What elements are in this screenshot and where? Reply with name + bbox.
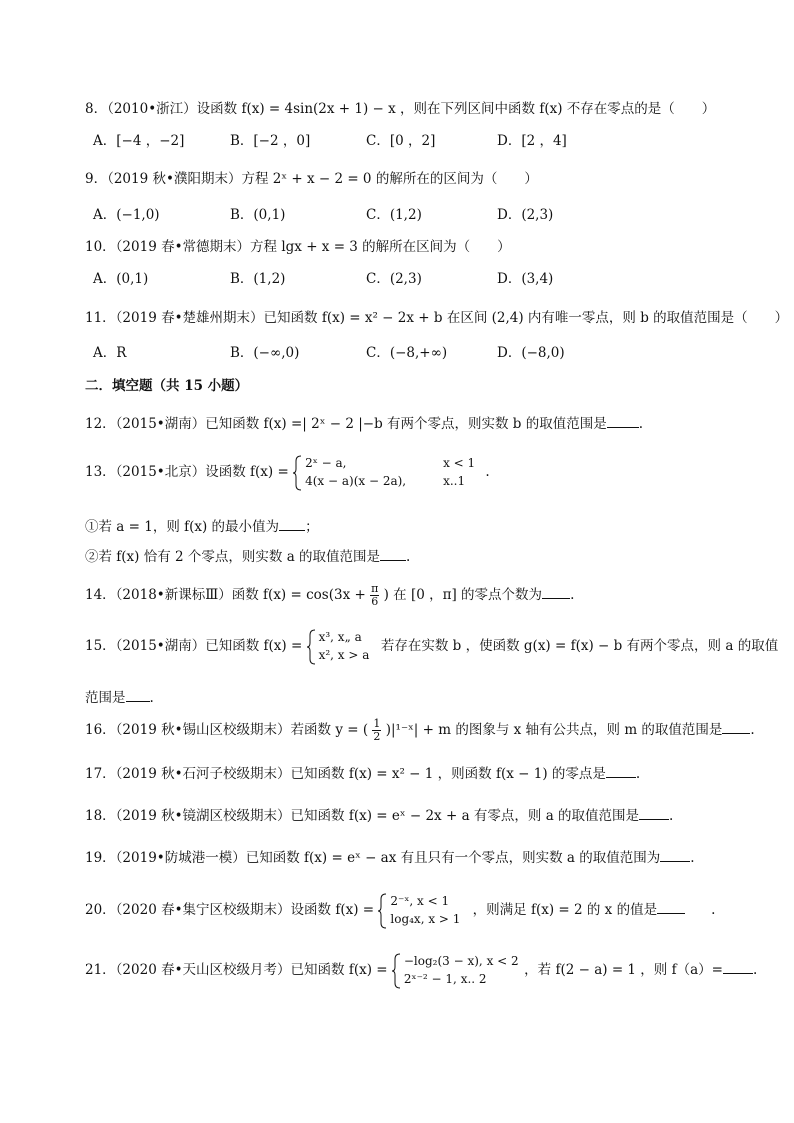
question-17-text: 17．（2019 秋•石河子校级期末）已知函数 f(x) = x² − 1 ，则函数 f(x − 1) 的零点是 — [85, 766, 606, 782]
question-8-option-d: D．[2 ，4] — [497, 133, 567, 149]
case-1-condition: x < 1 — [443, 455, 476, 470]
case-1: x³, x„ a — [318, 629, 362, 644]
piecewise-function — [392, 953, 520, 989]
period: . — [406, 549, 411, 565]
question-9-stem: 9．（2019 秋•濮阳期末）方程 2ˣ + x − 2 = 0 的解所在的区间为（ ） — [85, 171, 538, 187]
answer-blank — [126, 688, 150, 702]
piecewise-function — [293, 455, 481, 491]
question-11-option-c: C．(−8,+∞) — [366, 345, 448, 361]
fraction-pi-over-6: $\frac{\pi}{6}$ — [371, 582, 379, 608]
answer-blank — [279, 517, 305, 531]
question-9-options — [93, 206, 713, 224]
question-15-line-2-text: 范围是 — [85, 690, 126, 706]
question-20-suffix: ，则满足 f(x) = 2 的 x 的值是 — [472, 902, 658, 918]
question-21-prefix: 21．（2020 春•天山区校级月考）已知函数 f(x) = — [85, 962, 388, 978]
question-10-option-a: A．(0,1) — [93, 271, 149, 287]
section-heading-fill-in: 二．填空题（共 15 小题） — [85, 378, 249, 394]
answer-blank — [606, 764, 636, 778]
case-2-expression: 4(x − a)(x − 2a), — [305, 473, 407, 488]
answer-blank — [542, 585, 570, 599]
question-8-option-a: A．[−4 ，−2] — [93, 133, 185, 149]
question-11-option-b: B．(−∞,0) — [230, 345, 300, 361]
case-1: 2⁻ˣ, x < 1 — [390, 893, 450, 908]
question-18 — [85, 806, 673, 825]
period: . — [669, 808, 674, 824]
question-10-stem: 10．（2019 春•常德期末）方程 lgx + x = 3 的解所在区间为（ ） — [85, 239, 511, 255]
question-18-text: 18．（2019 秋•镜湖区校级期末）已知函数 f(x) = eˣ − 2x + a 有零点，则 a 的取值范围是 — [85, 808, 640, 824]
answer-blank — [380, 547, 406, 561]
left-brace-icon — [307, 629, 316, 665]
case-1-expression: 2ˣ − a, — [305, 455, 347, 470]
question-15-suffix: 若存在实数 b ，使函数 g(x) = f(x) − b 有两个零点，则 a 的取值 — [380, 638, 779, 654]
question-8-option-b: B．[−2 ，0] — [230, 133, 311, 149]
question-13 — [85, 454, 490, 491]
question-19 — [85, 848, 695, 867]
period: . — [635, 766, 641, 782]
question-10-option-d: D．(3,4) — [497, 271, 554, 287]
answer-blank — [657, 900, 685, 914]
question-9-option-c: C．(1,2) — [366, 207, 422, 223]
question-14 — [85, 580, 574, 610]
answer-blank — [607, 414, 639, 428]
question-20 — [85, 892, 715, 929]
question-17 — [85, 764, 640, 783]
question-11-option-a: A．R — [93, 345, 127, 361]
question-9-option-d: D．(2,3) — [497, 207, 554, 223]
question-21-suffix: ，若 f(2 − a) = 1 ，则 f（a）= — [524, 962, 723, 978]
question-9-option-a: A．(−1,0) — [93, 207, 160, 223]
question-19-text: 19．（2019•防城港一模）已知函数 f(x) = eˣ − ax 有且只有一个零点，则实数 a 的取值范围为 — [85, 850, 661, 866]
question-10-option-b: B．(1,2) — [230, 271, 286, 287]
case-2: 2ˣ⁻² − 1, x.. 2 — [403, 971, 487, 986]
question-15-line-2 — [85, 688, 154, 707]
question-10-option-c: C．(2,3) — [366, 271, 422, 287]
question-15-prefix: 15．（2015•湖南）已知函数 f(x) = — [85, 638, 303, 654]
left-brace-icon — [378, 893, 387, 929]
case-1: −log₂(3 − x), x < 2 — [403, 953, 519, 968]
period: . — [149, 690, 154, 706]
period: . — [570, 587, 575, 603]
period: . — [638, 416, 644, 432]
question-16-suffix: )|¹⁻ˣ| + m 的图象与 x 轴有公共点，则 m 的取值范围是 — [385, 722, 723, 738]
question-9-option-b: B．(0,1) — [230, 207, 286, 223]
case-2: x², x > a — [318, 647, 370, 662]
question-13-part-1: ①若 a = 1，则 f(x) 的最小值为 ； — [85, 519, 319, 535]
question-11-options — [93, 344, 713, 362]
question-12 — [85, 414, 643, 433]
question-15 — [85, 628, 778, 665]
question-14-suffix: ) 在 [0 ，π] 的零点个数为 — [383, 587, 543, 603]
fraction-one-half: $\frac{1}{2}$ — [373, 717, 381, 743]
period: . — [752, 962, 758, 978]
question-14-prefix: 14．（2018•新课标Ⅲ）函数 f(x) = cos(3x + — [85, 587, 366, 603]
left-brace-icon — [293, 455, 302, 491]
answer-blank — [722, 720, 750, 734]
question-8-options — [93, 132, 713, 150]
period: . — [750, 722, 755, 738]
answer-blank — [723, 960, 753, 974]
left-brace-icon — [392, 953, 401, 989]
question-13-part-2 — [85, 547, 410, 566]
period: . — [485, 464, 490, 480]
question-13-part-2-text: ②若 f(x) 恰有 2 个零点，则实数 a 的取值范围是 — [85, 549, 381, 565]
question-20-prefix: 20．（2020 春•集宁区校级期末）设函数 f(x) = — [85, 902, 375, 918]
question-13-part-1-text: ①若 a = 1，则 f(x) 的最小值为 — [85, 519, 280, 535]
question-13-prefix: 13．（2015•北京）设函数 f(x) = — [85, 464, 289, 480]
piecewise-function — [307, 629, 377, 665]
question-8-option-c: C．[0 ，2] — [366, 133, 436, 149]
question-8-stem: 8．（2010•浙江）设函数 f(x) = 4sin(2x + 1) − x ，则在下列区间中函数 f(x) 不存在零点的是（ ） — [85, 101, 716, 117]
answer-blank — [660, 848, 690, 862]
case-2-condition: x..1 — [443, 473, 466, 488]
case-2: log₄x, x > 1 — [390, 911, 461, 926]
question-11-option-d: D．(−8,0) — [497, 345, 565, 361]
question-21 — [85, 952, 757, 989]
question-10-options — [93, 270, 713, 288]
piecewise-function — [378, 893, 468, 929]
question-12-text: 12．（2015•湖南）已知函数 f(x) =| 2ˣ − 2 |−b 有两个零点，则实数 b 的取值范围是 — [85, 416, 607, 432]
period: . — [711, 902, 716, 918]
period: . — [690, 850, 695, 866]
answer-blank — [639, 806, 669, 820]
question-16 — [85, 715, 755, 745]
question-16-prefix: 16．（2019 秋•锡山区校级期末）若函数 y = ( — [85, 722, 369, 738]
question-11-stem: 11．（2019 春•楚雄州期末）已知函数 f(x) = x² − 2x + b 在区间 (2,4) 内有唯一零点，则 b 的取值范围是（ ） — [85, 310, 789, 326]
